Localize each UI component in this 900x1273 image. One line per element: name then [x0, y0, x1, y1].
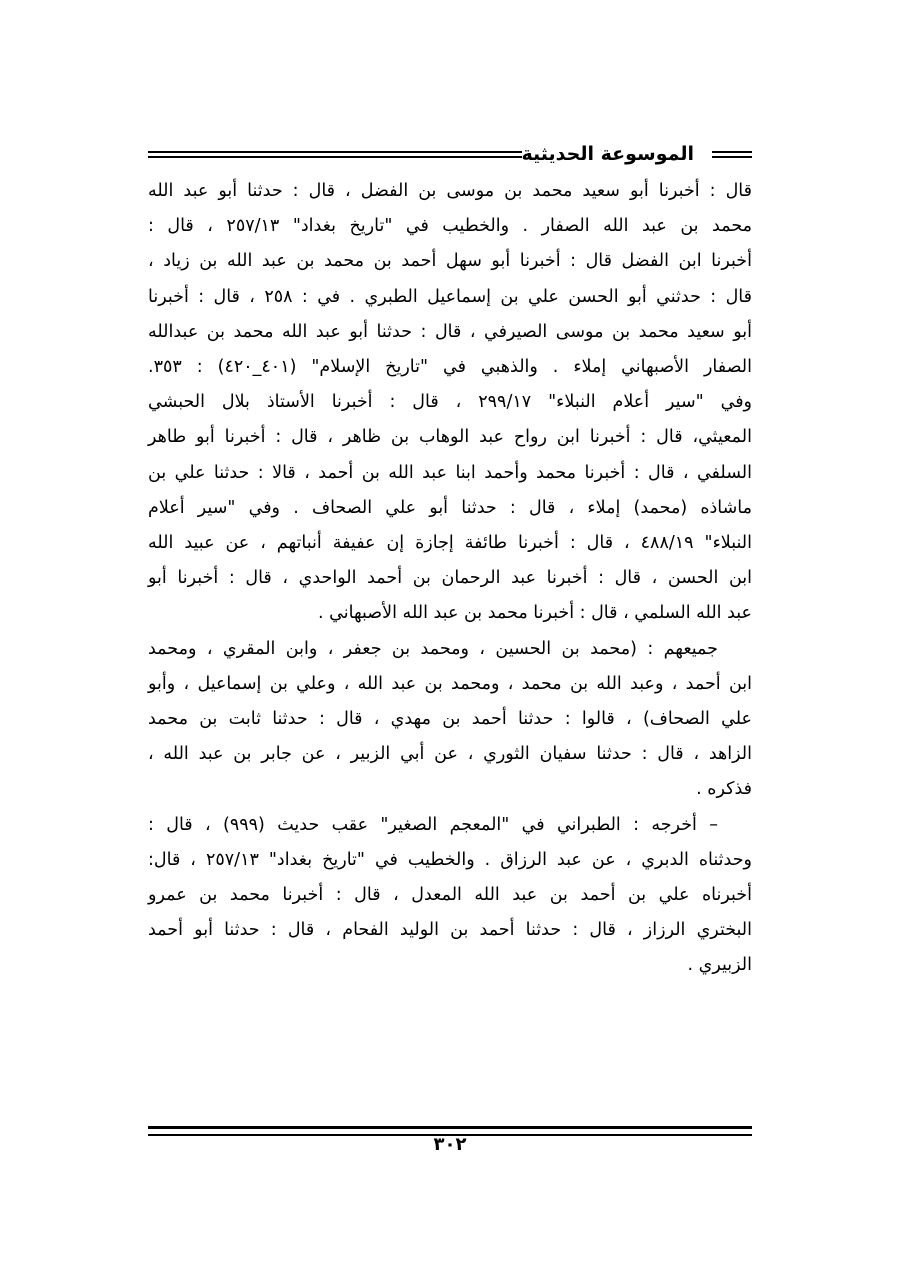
text-line: قال : حدثني أبو الحسن علي بن إسماعيل الطبري . في : ٢٥٨ ، قال : أخبرنا: [148, 286, 752, 307]
text-line: الزاهد ، قال : حدثنا سفيان الثوري ، عن أبي الزبير ، عن جابر بن عبد الله ،: [148, 744, 752, 765]
paragraph: [148, 174, 752, 632]
running-header: [148, 140, 752, 170]
paragraph: [148, 808, 752, 984]
text-line: المعيثي، قال : أخبرنا ابن رواح عبد الوهاب بن ظاهر ، قال : أخبرنا أبو طاهر: [148, 427, 752, 448]
text-line: ماشاذه (محمد) إملاء ، قال : حدثنا أبو علي الصحاف . وفي "سير أعلام: [148, 497, 752, 518]
text-line: الصفار الأصبهاني إملاء . والذهبي في "تاريخ الإسلام" (٤٠١_٤٢٠) : ٣٥٣.: [148, 357, 752, 378]
text-line: الزبيري .: [687, 955, 752, 976]
text-line: جميعهم : (محمد بن الحسين ، ومحمد بن جعفر ، وابن المقري ، ومحمد: [148, 638, 718, 659]
paragraph: [148, 632, 752, 808]
text-line: علي الصحاف) ، قالوا : حدثنا أحمد بن مهدي ، قال : حدثنا ثابت بن محمد: [148, 709, 752, 730]
text-line: البختري الرزاز ، قال : حدثنا أحمد بن الوليد الفحام ، قال : حدثنا أبو أحمد: [148, 920, 752, 941]
text-line: محمد بن عبد الله الصفار . والخطيب في "تاريخ بغداد" ٢٥٧/١٣ ، قال :: [148, 216, 752, 237]
text-line: أخبرنا ابن الفضل قال : أخبرنا أبو سهل أحمد بن محمد بن عبد الله بن زياد ،: [148, 251, 752, 272]
text-line: قال : أخبرنا أبو سعيد محمد بن موسى بن الفضل ، قال : حدثنا أبو عبد الله: [148, 181, 752, 201]
text-line: أخبرناه علي بن أحمد بن عبد الله المعدل ، قال : أخبرنا محمد بن عمرو: [148, 885, 752, 906]
text-line: وحدثناه الدبري ، عن عبد الرزاق . والخطيب في "تاريخ بغداد" ٢٥٧/١٣ ، قال:: [148, 849, 752, 870]
page-number: ٣٠٢: [433, 1134, 467, 1155]
text-line: أبو سعيد محمد بن موسى الصيرفي ، قال : حدثنا أبو عبد الله محمد بن عبدالله: [148, 321, 752, 342]
header-title: الموسوعة الحديثية: [521, 143, 694, 165]
text-line: السلفي ، قال : أخبرنا محمد وأحمد ابنا عبد الله بن أحمد ، قالا : حدثنا علي بن: [148, 462, 752, 483]
text-line: – أخرجه : الطبراني في "المعجم الصغير" عقب حديث (٩٩٩) ، قال :: [148, 814, 718, 835]
text-line: فذكره .: [696, 779, 752, 800]
book-page: [148, 140, 752, 1170]
text-line: عبد الله السلمي ، قال : أخبرنا محمد بن عبد الله الأصبهاني .: [318, 603, 752, 624]
body-text: [148, 174, 752, 984]
header-rule-right: [712, 151, 752, 158]
text-line: ابن الحسن ، قال : أخبرنا عبد الرحمان بن أحمد الواحدي ، قال : أخبرنا أبو: [148, 568, 752, 589]
text-line: وفي "سير أعلام النبلاء" ٢٩٩/١٧ ، قال : أخبرنا الأستاذ بلال الحبشي: [148, 392, 753, 413]
text-line: ابن أحمد ، وعبد الله بن محمد ، ومحمد بن عبد الله ، وعلي بن إسماعيل ، وأبو: [148, 673, 752, 694]
header-rule-left: [148, 151, 522, 158]
text-line: النبلاء" ٤٨٨/١٩ ، قال : أخبرنا طائفة إجازة إن عفيفة أنباتهم ، عن عبيد الله: [148, 533, 752, 554]
